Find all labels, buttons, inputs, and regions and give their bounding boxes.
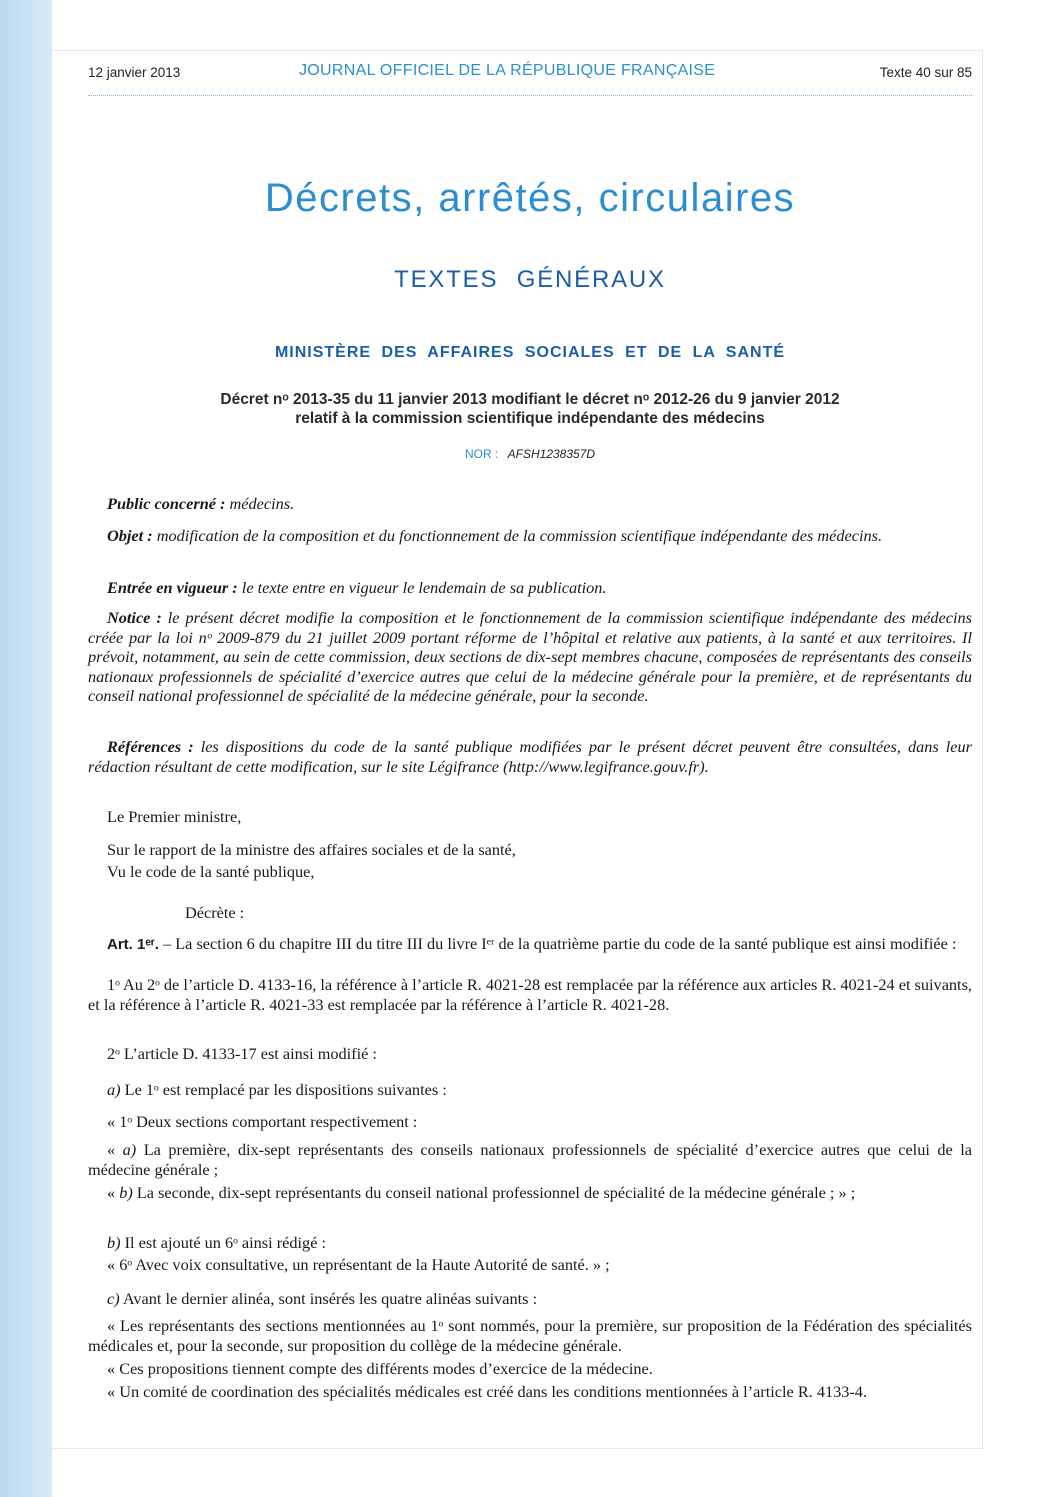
- summary-entree-label: Entrée en vigueur :: [107, 578, 238, 597]
- page-header: [88, 62, 972, 84]
- quote-a-text: La première, dix-sept représentants des conseils nationaux professionnels de spécialité d’exercice autres que celui de la médecine générale ;: [88, 1140, 972, 1179]
- summary-public: [88, 494, 972, 514]
- quote-a-letter: a): [122, 1140, 137, 1159]
- preamble-premier-ministre: Le Premier ministre,: [107, 807, 242, 826]
- decree-title-line-2: relatif à la commission scientifique indépendante des médecins: [295, 410, 765, 427]
- article-1-point-1: 1ᵒ Au 2ᵒ de l’article D. 4133-16, la référence à l’article R. 4021-28 est remplacée par la référence aux articles R. 4021-24 et suivants, et la référence à l’article R. 4021-33 est remplacée par la référence à l’article R. 4021-28.: [88, 975, 972, 1014]
- subsection-title: TEXTES GÉNÉRAUX: [394, 266, 666, 293]
- article-1-label: Art. 1ᵉʳ.: [107, 936, 159, 953]
- item-c-text: Avant le dernier alinéa, sont insérés les quatre alinéas suivants :: [122, 1289, 538, 1308]
- item-b-letter: b): [107, 1233, 121, 1252]
- summary-entree-text: le texte entre en vigueur le lendemain de sa publication.: [241, 578, 607, 597]
- item-a-letter: a): [107, 1080, 121, 1099]
- summary-notice: [88, 608, 972, 706]
- summary-references: [88, 737, 972, 776]
- article-1-item-c: [88, 1289, 972, 1309]
- item-c-letter: c): [107, 1289, 120, 1308]
- quote-b-prefix: «: [107, 1183, 116, 1202]
- summary-entree: [88, 578, 972, 598]
- quote-c-2: « Ces propositions tiennent compte des différents modes d’exercice de la médecine.: [107, 1359, 653, 1378]
- article-1-item-b: [88, 1233, 972, 1253]
- summary-notice-label: Notice :: [107, 608, 162, 627]
- summary-references-text: les dispositions du code de la santé publique modifiées par le présent décret peuvent être consultées, dans leur rédaction résultant de cette modification, sur le site Légifrance (http://www.legifrance.gouv.fr).: [88, 737, 972, 776]
- summary-references-label: Références :: [107, 737, 194, 756]
- left-margin-band: [0, 0, 52, 1497]
- quote-c-3: « Un comité de coordination des spécialités médicales est créé dans les conditions mentionnées à l’article R. 4133-4.: [107, 1382, 868, 1401]
- quote-section-1: « 1ᵒ Deux sections comportant respectivement :: [107, 1112, 418, 1131]
- quote-a-prefix: «: [107, 1140, 116, 1159]
- section-title: Décrets, arrêtés, circulaires: [264, 176, 796, 220]
- article-1-point-2: 2ᵒ L’article D. 4133-17 est ainsi modifié :: [107, 1044, 377, 1063]
- summary-objet-text: modification de la composition et du fonctionnement de la commission scientifique indépendante des médecins.: [156, 526, 883, 545]
- summary-public-text: médecins.: [229, 494, 295, 513]
- summary-objet-label: Objet :: [107, 526, 153, 545]
- nor-value: AFSH1238357D: [507, 447, 596, 461]
- decree-title-line-1: Décret nᵒ 2013-35 du 11 janvier 2013 modifiant le décret nᵒ 2012-26 du 9 janvier 2012: [220, 391, 840, 408]
- preamble-rapport: Sur le rapport de la ministre des affaires sociales et de la santé,: [107, 840, 516, 859]
- ministry-heading: MINISTÈRE DES AFFAIRES SOCIALES ET DE LA SANTÉ: [274, 344, 786, 361]
- quote-b-text: La seconde, dix-sept représentants du conseil national professionnel de spécialité de la médecine générale ; » ;: [136, 1183, 856, 1202]
- quote-a: [88, 1140, 972, 1179]
- nor-label: NOR :: [464, 447, 499, 461]
- quote-6: « 6ᵒ Avec voix consultative, un représentant de la Haute Autorité de santé. » ;: [107, 1255, 610, 1274]
- summary-public-label: Public concerné :: [107, 494, 226, 513]
- header-journal-title: JOURNAL OFFICIEL DE LA RÉPUBLIQUE FRANÇAISE: [299, 62, 716, 79]
- quote-b: [88, 1183, 972, 1203]
- summary-objet: [88, 526, 972, 546]
- header-divider: [88, 95, 972, 96]
- article-1-intro: [88, 934, 972, 955]
- article-1-intro-text: – La section 6 du chapitre III du titre III du livre Iᵉʳ de la quatrième partie du code de la santé publique est ainsi modifiée :: [163, 934, 957, 953]
- article-1-item-a: [88, 1080, 972, 1100]
- summary-notice-text: le présent décret modifie la composition et le fonctionnement de la commission scientifique indépendante des médecins créée par la loi nᵒ 2009-879 du 21 juillet 2009 portant réforme de l’hôpital et relative aux patients, à la santé et aux territoires. Il prévoit, notamment, au sein de cette commission, deux sections de dix-sept membres chacune, composées de représentants des conseils nationaux professionnels de spécialité d’exercice autres que celui de la médecine générale pour la première, et de représentants du conseil national professionnel de spécialité de la médecine générale, pour la seconde.: [88, 608, 973, 705]
- item-b-text: Il est ajouté un 6ᵒ ainsi rédigé :: [124, 1233, 327, 1252]
- quote-c-1: « Les représentants des sections mentionnées au 1ᵒ sont nommés, pour la première, sur proposition de la Fédération des spécialités médicales et, pour la seconde, sur proposition du collège de la médecine générale.: [88, 1316, 972, 1355]
- quote-b-letter: b): [119, 1183, 133, 1202]
- preamble-vu: Vu le code de la santé publique,: [107, 862, 315, 881]
- nor-reference: [88, 447, 972, 461]
- header-date: 12 janvier 2013: [88, 65, 181, 80]
- item-a-text: Le 1ᵒ est remplacé par les dispositions suivantes :: [124, 1080, 447, 1099]
- header-page-info: Texte 40 sur 85: [879, 65, 972, 80]
- decree-title: [88, 390, 972, 428]
- preamble-decrete: Décrète :: [185, 903, 245, 922]
